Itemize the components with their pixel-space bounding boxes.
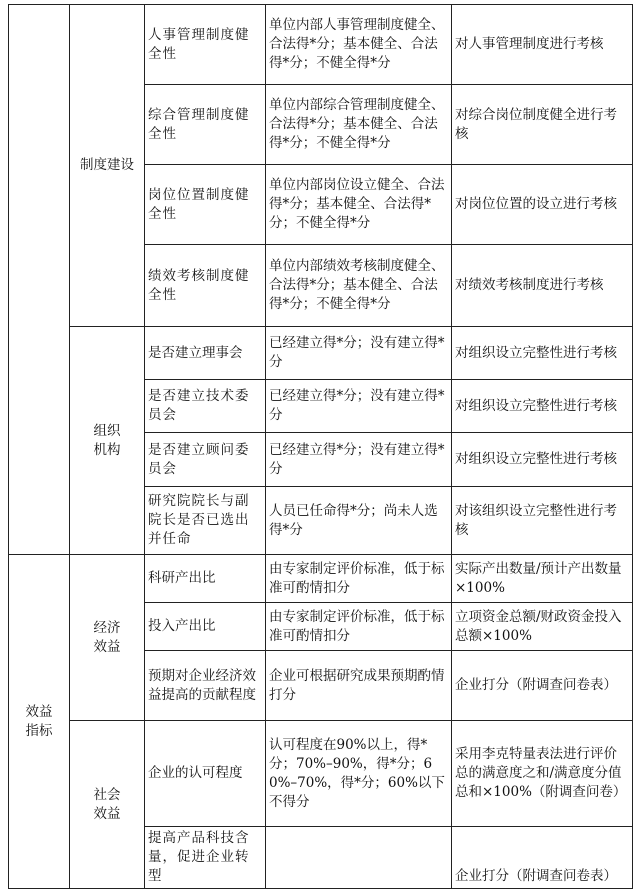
indicator-standard: 单位内部综合管理制度健全、合法得*分；基本健全、合法得*分；不健全得*分 [266,85,452,165]
indicator-method: 企业打分（附调查问卷表） [452,827,633,889]
indicator-standard: 认可程度在90%以上，得*分；70%–90%，得*分；60%–70%，得*分；60%以下不得分 [266,721,452,827]
indicator-standard: 由专家制定评价标准，低于标准可酌情扣分 [266,603,452,651]
indicator-method: 立项资金总额/财政资金投入总额×100% [452,603,633,651]
indicator-standard: 企业可根据研究成果预期酌情打分 [266,651,452,721]
indicator-name: 综合管理制度健全性 [145,85,266,165]
table-row [9,327,633,380]
indicator-name: 提高产品科技含量，促进企业转型 [145,827,266,889]
indicator-method: 对组织设立完整性进行考核 [452,433,633,487]
indicator-method: 对人事管理制度进行考核 [452,5,633,85]
group-cell-zhidu: 制度建设 [70,5,145,327]
indicator-standard: 单位内部岗位设立健全、合法得*分；基本健全、合法得*分；不健全得*分 [266,165,452,245]
indicator-method: 对组织设立完整性进行考核 [452,327,633,380]
indicator-standard: 单位内部人事管理制度健全、合法得*分；基本健全、合法得*分；不健全得*分 [266,5,452,85]
indicator-method: 对该组织设立完整性进行考核 [452,487,633,555]
indicator-standard: 已经建立得*分；没有建立得*分 [266,433,452,487]
indicator-name: 是否建立技术委员会 [145,380,266,433]
indicator-name: 是否建立顾问委员会 [145,433,266,487]
table-row [9,721,633,827]
indicator-name: 人事管理制度健全性 [145,5,266,85]
category-cell-xiaoyi: 效益 指标 [9,555,70,889]
indicator-method: 对综合岗位制度健全进行考核 [452,85,633,165]
indicator-name: 岗位位置制度健全性 [145,165,266,245]
indicator-standard [266,827,452,889]
indicator-name: 企业的认可程度 [145,721,266,827]
indicator-standard: 已经建立得*分；没有建立得*分 [266,327,452,380]
group-cell-zuzhi: 组织 机构 [70,327,145,555]
indicator-table [8,4,633,889]
indicator-method: 对绩效考核制度进行考核 [452,245,633,327]
indicator-standard: 已经建立得*分；没有建立得*分 [266,380,452,433]
indicator-method: 采用李克特量表法进行评价总的满意度之和/满意度分值总和×100%（附调查问卷） [452,721,633,827]
indicator-name: 投入产出比 [145,603,266,651]
indicator-method: 对组织设立完整性进行考核 [452,380,633,433]
indicator-name: 科研产出比 [145,555,266,603]
indicator-method: 企业打分（附调查问卷表） [452,651,633,721]
indicator-name: 是否建立理事会 [145,327,266,380]
group-cell-jingji: 经济 效益 [70,555,145,721]
table-row [9,5,633,85]
indicator-method: 对岗位位置的设立进行考核 [452,165,633,245]
indicator-name: 绩效考核制度健全性 [145,245,266,327]
indicator-standard: 人员已任命得*分；尚未人选得*分 [266,487,452,555]
indicator-standard: 由专家制定评价标准，低于标准可酌情扣分 [266,555,452,603]
table-row [9,555,633,603]
indicator-name: 预期对企业经济效益提高的贡献程度 [145,651,266,721]
group-cell-shehui: 社会 效益 [70,721,145,889]
indicator-name: 研究院院长与副院长是否已选出并任命 [145,487,266,555]
indicator-method: 实际产出数量/预计产出数量×100% [452,555,633,603]
category-cell-top [9,5,70,555]
indicator-standard: 单位内部绩效考核制度健全、合法得*分；基本健全、合法得*分；不健全得*分 [266,245,452,327]
